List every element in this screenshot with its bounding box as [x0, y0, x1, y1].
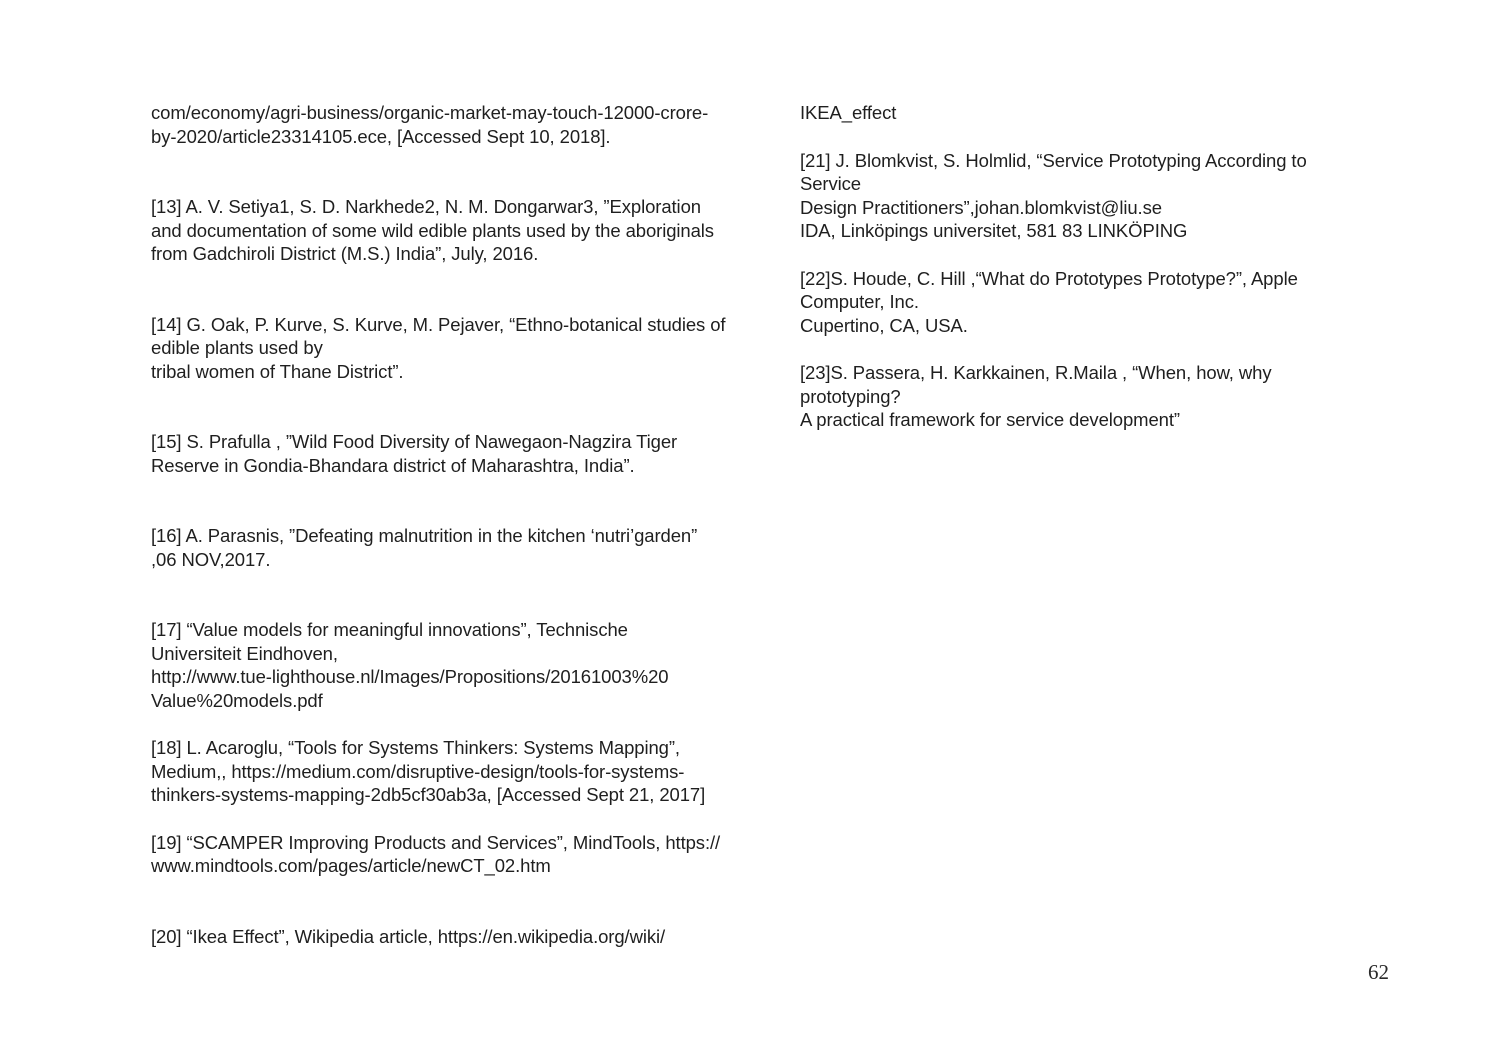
reference-entry-22: [800, 267, 1360, 338]
reference-entry-20: [151, 925, 761, 949]
reference-entry-17: [151, 618, 761, 712]
reference-line: [21] J. Blomkvist, S. Holmlid, “Service Prototyping According to: [800, 149, 1307, 171]
reference-line: tribal women of Thane District”.: [151, 360, 404, 382]
reference-line: Cupertino, CA, USA.: [800, 314, 968, 336]
reference-line: and documentation of some wild edible plants used by the aboriginals: [151, 219, 714, 241]
reference-line: IKEA_effect: [800, 102, 897, 123]
reference-line: [23]S. Passera, H. Karkkainen, R.Maila , “When, how, why: [800, 362, 1272, 383]
reference-line: from Gadchiroli District (M.S.) India”, July, 2016.: [151, 243, 539, 264]
references-right-column: [800, 101, 1360, 432]
reference-line: [14] G. Oak, P. Kurve, S. Kurve, M. Pejaver, “Ethno-botanical studies of: [151, 313, 726, 335]
reference-line: Design Practitioners”,johan.blomkvist@liu.se: [800, 196, 1162, 218]
reference-line: Value%20models.pdf: [151, 689, 323, 711]
reference-line: [20] “Ikea Effect”, Wikipedia article, https://en.wikipedia.org/wiki/: [151, 925, 666, 947]
reference-entry: [151, 101, 761, 148]
reference-entry-16: [151, 524, 761, 571]
reference-line: Reserve in Gondia-Bhandara district of Maharashtra, India”.: [151, 454, 635, 476]
reference-line: Computer, Inc.: [800, 291, 919, 312]
reference-line: Universiteit Eindhoven,: [151, 642, 338, 664]
reference-entry-23: [800, 361, 1360, 432]
reference-line: edible plants used by: [151, 337, 323, 358]
reference-entry-18: [151, 736, 761, 807]
reference-line: thinkers-systems-mapping-2db5cf30ab3a, [Accessed Sept 21, 2017]: [151, 784, 706, 805]
reference-line: [18] L. Acaroglu, “Tools for Systems Thinkers: Systems Mapping”,: [151, 737, 680, 758]
reference-line: Medium,, https://medium.com/disruptive-design/tools-for-systems-: [151, 760, 685, 782]
page-number: 62: [1368, 960, 1389, 984]
reference-line: www.mindtools.com/pages/article/newCT_02.htm: [151, 855, 551, 876]
reference-line: [16] A. Parasnis, ”Defeating malnutrition in the kitchen ‘nutri’garden”: [151, 525, 698, 546]
reference-entry-19: [151, 831, 761, 878]
reference-line: http://www.tue-lighthouse.nl/Images/Propositions/20161003%20: [151, 666, 669, 687]
reference-line: [19] “SCAMPER Improving Products and Services”, MindTools, https://: [151, 831, 721, 853]
reference-line: com/economy/agri-business/organic-market-may-touch-12000-crore-: [151, 102, 709, 123]
reference-line: IDA, Linköpings universitet, 581 83 LINKÖPING: [800, 220, 1188, 241]
reference-entry-13: [151, 195, 761, 266]
reference-entry-21: [800, 149, 1360, 243]
reference-line: [15] S. Prafulla , ”Wild Food Diversity of Nawegaon-Nagzira Tiger: [151, 431, 678, 452]
reference-line: [22]S. Houde, C. Hill ,“What do Prototypes Prototype?”, Apple: [800, 267, 1298, 289]
reference-entry-15: [151, 430, 761, 477]
reference-line: Service: [800, 173, 861, 194]
reference-entry-14: [151, 313, 761, 384]
reference-line: by-2020/article23314105.ece, [Accessed Sept 10, 2018].: [151, 125, 611, 147]
reference-entry-continuation: [800, 101, 1360, 125]
reference-line: [13] A. V. Setiya1, S. D. Narkhede2, N. M. Dongarwar3, ”Exploration: [151, 196, 701, 217]
reference-line: ,06 NOV,2017.: [151, 548, 271, 570]
reference-line: [17] “Value models for meaningful innovations”, Technische: [151, 619, 628, 640]
references-left-column: [151, 101, 761, 948]
reference-line: prototyping?: [800, 385, 901, 407]
reference-line: A practical framework for service development”: [800, 409, 1180, 430]
